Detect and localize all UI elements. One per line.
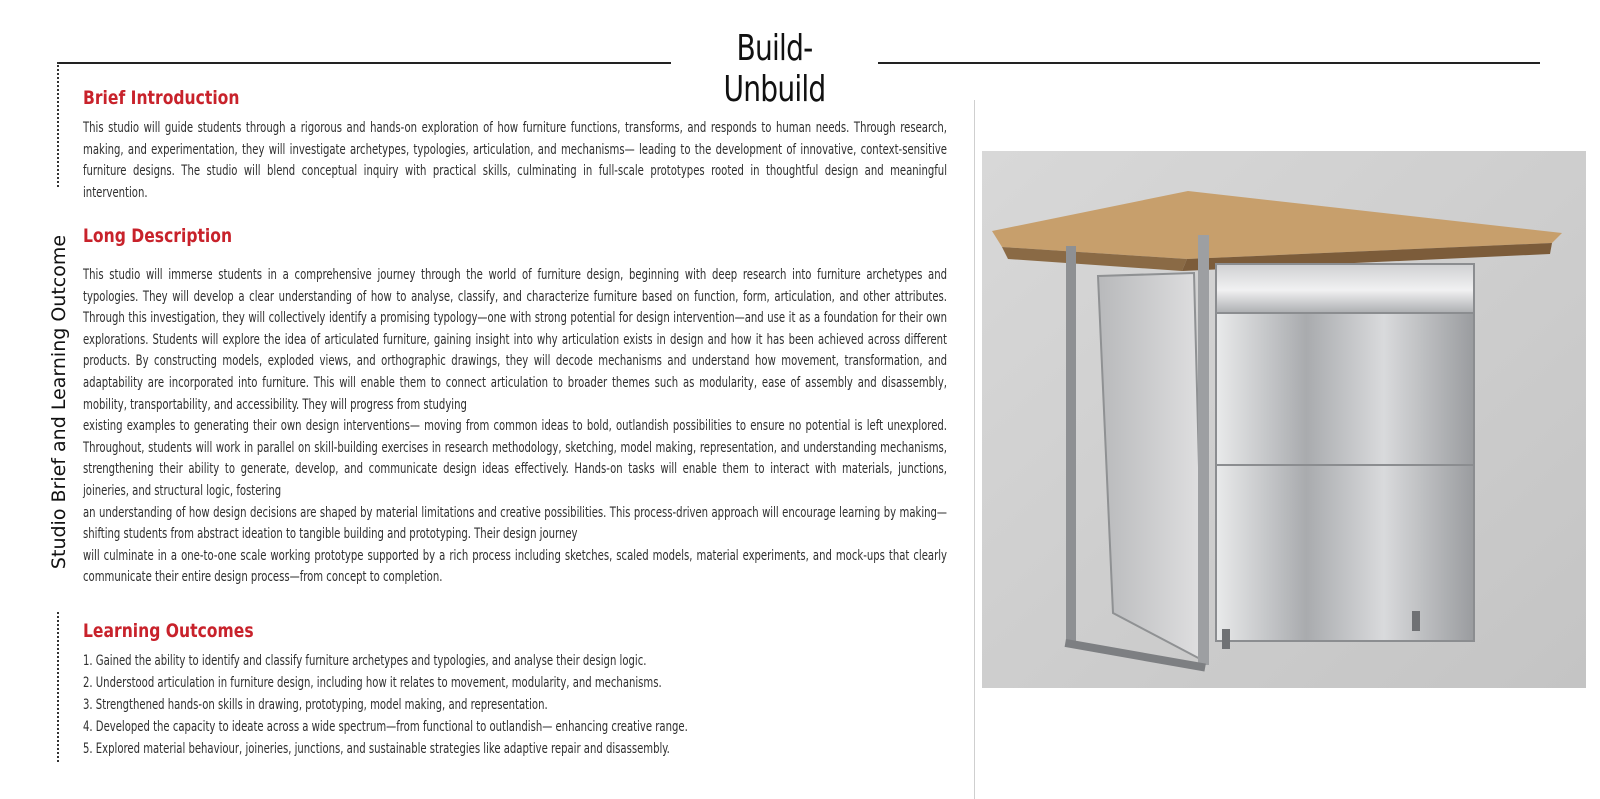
- title-rule-right: [878, 62, 1540, 64]
- long-paragraph: an understanding of how design decisions are shaped by material limitations and creative possibilities. This process-driven approach will encourage learning by making—shifting students from abstract ideation to tangible building and prototyping. Their design journey: [83, 504, 947, 543]
- outcome-item: 5. Explored material behaviour, joineries, junctions, and sustainable strategies like adaptive repair and disassembly.: [83, 741, 670, 757]
- outcome-item: 1. Gained the ability to identify and classify furniture archetypes and typologies, and analyse their design logic.: [83, 653, 647, 669]
- brief-text: This studio will guide students through a rigorous and hands-on exploration of how furniture functions, transforms, and responds to human needs. Through research, making, and experimentation, they will investigate archetypes, typologies, articulation, and mechanisms— leading to the development of innovative, context-sensitive furniture designs. The studio will blend conceptual inquiry with practical skills, culminating in full-scale prototypes rooted in thoughtful design and meaningful intervention.: [83, 120, 947, 201]
- dotted-divider-top: [57, 62, 59, 187]
- furniture-illustration: [982, 151, 1586, 688]
- outcome-item: 2. Understood articulation in furniture design, including how it relates to movement, modularity, and mechanisms.: [83, 675, 662, 691]
- long-paragraph: will culminate in a one-to-one scale working prototype supported by a rich process including sketches, scaled models, material experiments, and mock-ups that clearly communicate their entire design process—from concept to completion.: [83, 547, 947, 586]
- brief-heading: Brief Introduction: [83, 87, 240, 109]
- side-label: Studio Brief and Learning Outcome: [48, 234, 70, 570]
- outcome-item: 3. Strengthened hands-on skills in drawing, prototyping, model making, and representation.: [83, 697, 548, 713]
- title-rule-left: [59, 62, 671, 64]
- long-heading: Long Description: [83, 225, 233, 247]
- long-paragraph: existing examples to generating their own design interventions— moving from common ideas to bold, outlandish possibilities to ensure no potential is left unexplored. Throughout, students will work in parallel on skill-building exercises in research methodology, sketching, model making, representation, and understanding mechanisms, strengthening their ability to generate, develop, and communicate design ideas effectively. Hands-on tasks will enable them to interact with materials, junctions, joineries, and structural logic, fostering: [83, 418, 947, 499]
- dotted-divider-bottom: [57, 612, 59, 762]
- long-paragraph: This studio will immerse students in a comprehensive journey through the world of furniture design, beginning with deep research into furniture archetypes and typologies. They will develop a clear understanding of how to analyse, classify, and characterize furniture based on function, form, articulation, and other attributes. Through this investigation, they will collectively identify a promising typology—one with strong potential for design intervention—and use it as a foundation for their own explorations. Students will explore the idea of articulated furniture, gaining insight into why articulation exists in design and how it has been achieved across different products. By constructing models, exploded views, and orthographic drawings, they will decode mechanisms and understand how movement, transformation, and adaptability are incorporated into furniture. This will enable them to connect articulation to broader themes such as modularity, ease of assembly and disassembly, mobility, transportability, and accessibility. They will progress from studying: [83, 267, 947, 413]
- long-description: [83, 265, 947, 589]
- outcome-item: 4. Developed the capacity to ideate across a wide spectrum—from functional to outlandish— enhancing creative range.: [83, 719, 688, 735]
- furniture-photo: [982, 151, 1586, 688]
- outcomes-list: [83, 650, 963, 760]
- outcomes-heading: Learning Outcomes: [83, 620, 254, 642]
- page-title: Build-Unbuild: [723, 28, 826, 110]
- column-divider: [974, 100, 975, 799]
